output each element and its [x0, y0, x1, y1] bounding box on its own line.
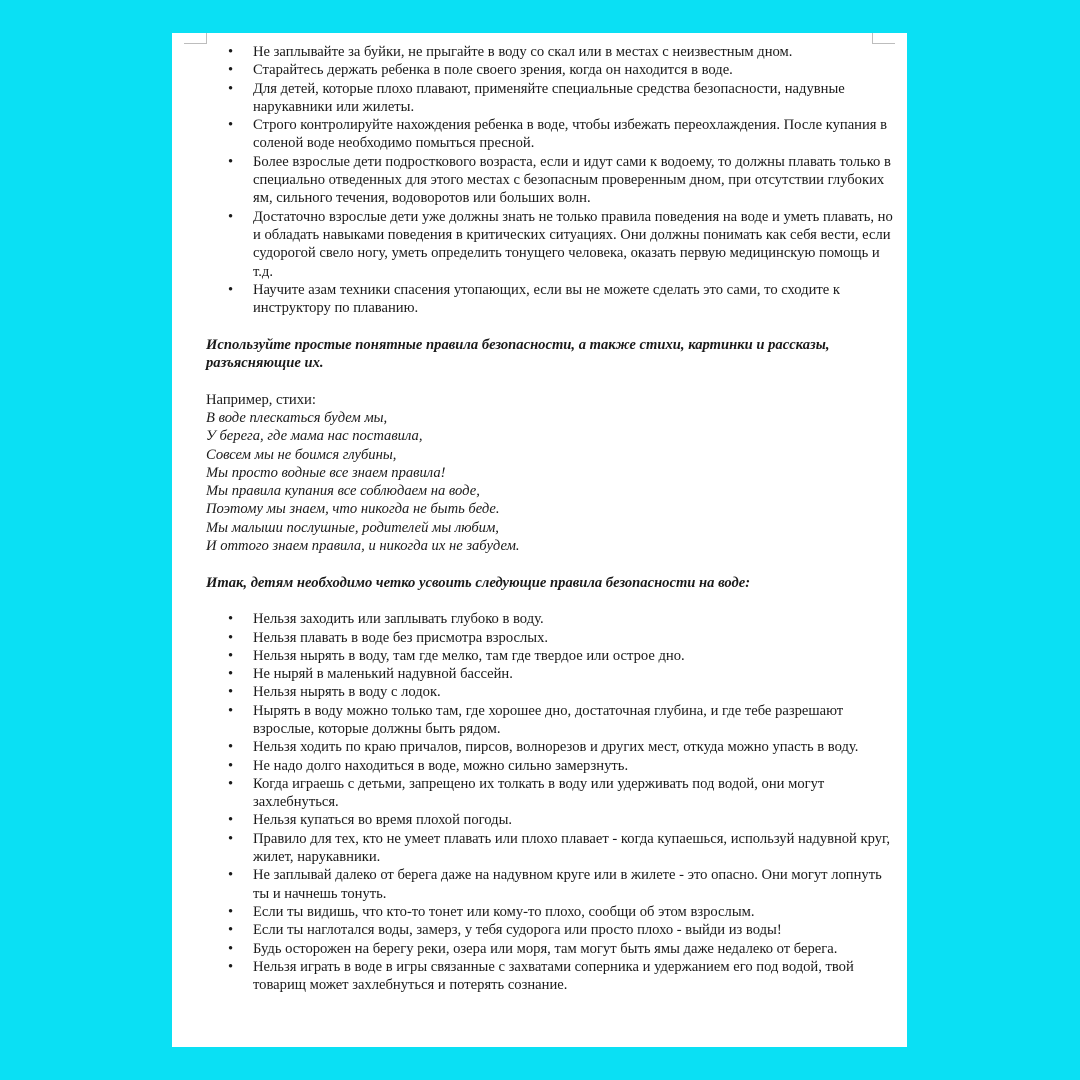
list-item: • Научите азам техники спасения утопающих, если вы не можете сделать это сами, то сходите к инструктору по плаванию.	[253, 281, 896, 318]
list-item: • Не ныряй в маленький надувной бассейн.	[253, 665, 896, 683]
page-corner-mark	[184, 33, 207, 44]
safety-tips-list	[206, 43, 896, 317]
poem-line: Поэтому мы знаем, что никогда не быть беде.	[206, 501, 500, 518]
water-rules-list	[206, 610, 896, 994]
list-item: • Строго контролируйте нахождения ребенка в воде, чтобы избежать переохлаждения. После купания в соленой воде необходимо помыться пресной.	[253, 116, 896, 153]
list-item: • Нельзя ходить по краю причалов, пирсов, волнорезов и других мест, откуда можно упасть в воду.	[253, 738, 896, 756]
poem-line: И оттого знаем правила, и никогда их не забудем.	[206, 538, 520, 555]
list-item: • Не заплывай далеко от берега даже на надувном круге или в жилете - это опасно. Они могут лопнуть ты и начнешь тонуть.	[253, 866, 896, 903]
list-item: • Если ты наглотался воды, замерз, у тебя судорога или просто плохо - выйди из воды!	[253, 921, 896, 939]
list-item: • Нельзя заходить или заплывать глубоко в воду.	[253, 610, 896, 628]
document-page	[172, 33, 907, 1047]
poem-line: Мы просто водные все знаем правила!	[206, 464, 446, 481]
list-item: • Будь осторожен на берегу реки, озера или моря, там могут быть ямы даже недалеко от берега.	[253, 940, 896, 958]
list-item: • Не надо долго находиться в воде, можно сильно замерзнуть.	[253, 757, 896, 775]
poem-line: У берега, где мама нас поставила,	[206, 428, 423, 445]
list-item: • Нельзя играть в воде в игры связанные с захватами соперника и удержанием его под водой, твой товарищ может захлебнуться и потерять сознание.	[253, 958, 896, 995]
list-item: • Нельзя купаться во время плохой погоды.	[253, 811, 896, 829]
list-item: • Когда играешь с детьми, запрещено их толкать в воду или удерживать под водой, они могут захлебнуться.	[253, 775, 896, 812]
list-item: • Нельзя нырять в воду с лодок.	[253, 683, 896, 701]
poem-intro: Например, стихи:	[206, 391, 316, 408]
poem-line: В воде плескаться будем мы,	[206, 409, 388, 426]
poem-line: Мы малыши послушные, родителей мы любим,	[206, 519, 499, 536]
list-item: • Для детей, которые плохо плавают, применяйте специальные средства безопасности, надувные нарукавники или жилеты.	[253, 80, 896, 117]
list-item: • Нельзя плавать в воде без присмотра взрослых.	[253, 629, 896, 647]
document-content	[206, 43, 896, 994]
list-item: • Не заплывайте за буйки, не прыгайте в воду со скал или в местах с неизвестным дном.	[253, 43, 896, 61]
list-item: • Нырять в воду можно только там, где хорошее дно, достаточная глубина, и где тебе разрешают взрослые, которые должны быть рядом.	[253, 702, 896, 739]
list-item: • Более взрослые дети подросткового возраста, если и идут сами к водоему, то должны плавать только в специально отведенных для этого местах с безопасным проверенным дном, при отсутствии глубоких ям, сильного течения, водоворотов или больших волн.	[253, 153, 896, 208]
list-item: • Старайтесь держать ребенка в поле своего зрения, когда он находится в воде.	[253, 61, 896, 79]
poem-line: Совсем мы не боимся глубины,	[206, 446, 397, 463]
section-heading: Итак, детям необходимо четко усвоить следующие правила безопасности на воде:	[206, 574, 751, 591]
poem-line: Мы правила купания все соблюдаем на воде,	[206, 483, 480, 500]
section-heading: Используйте простые понятные правила безопасности, а также стихи, картинки и рассказы, разъясняющие их.	[206, 336, 830, 372]
poem	[206, 409, 896, 555]
list-item: • Правило для тех, кто не умеет плавать или плохо плавает - когда купаешься, используй надувной круг, жилет, нарукавники.	[253, 830, 896, 867]
list-item: • Достаточно взрослые дети уже должны знать не только правила поведения на воде и уметь плавать, но и обладать навыками поведения в критических ситуациях. Они должны понимать как себя вести, если судорогой свело ногу, уметь определить тонущего человека, оказать первую медицинскую помощь и т.д.	[253, 208, 896, 281]
list-item: • Если ты видишь, что кто-то тонет или кому-то плохо, сообщи об этом взрослым.	[253, 903, 896, 921]
list-item: • Нельзя нырять в воду, там где мелко, там где твердое или острое дно.	[253, 647, 896, 665]
